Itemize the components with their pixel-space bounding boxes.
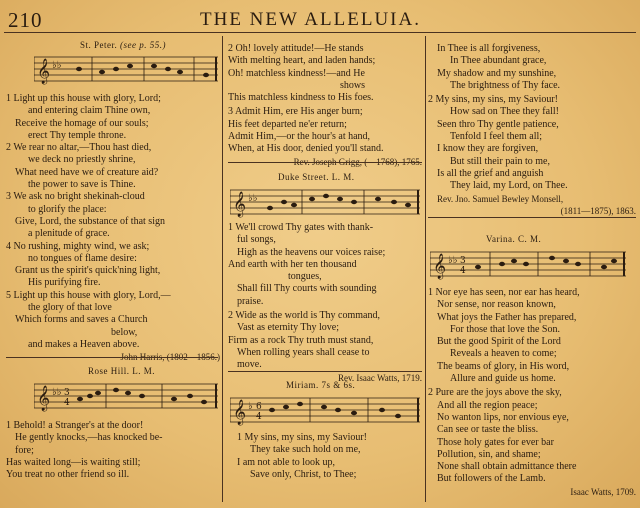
svg-text:♭♭: ♭♭: [52, 60, 62, 71]
svg-text:♭♭: ♭♭: [248, 193, 258, 204]
hymn-separator-3: [228, 371, 422, 372]
svg-text:♭♭: ♭♭: [448, 255, 458, 266]
svg-text:𝄞: 𝄞: [37, 386, 51, 411]
column-divider-1: [222, 36, 223, 502]
page-number: 210: [8, 8, 43, 32]
music-staff-miriam: [230, 394, 420, 426]
hymn-1-verses: 1 Light up this house with glory, Lord; and entering claim Thine own, Receive the homage of our souls; erect Thy temple throne. 2 We rear no altar,—Thou hast died, we deck no priestly shrine, What need have we of creature aid? the power to save is Thine. 3 We ask no bright shekinah-cloud to glorify the place: Give, Lord, the substance of that sign a plenitude of grace. 4 No rushing, mighty wind, we ask; no tongues of flame desire: Grant us the spirit's quick'ning light, His purifying fire. 5 Light up this house with glory, Lord,— the glory of that love Which forms and saves a Church below, and makes a Heaven above. John Harris, (1802—1856.): [6, 93, 220, 363]
hymn-separator-1: [6, 357, 218, 358]
svg-text:4: 4: [256, 412, 262, 422]
svg-text:3: 3: [64, 388, 70, 398]
hymn-separator-4: [428, 217, 636, 218]
svg-text:♭♭: ♭♭: [52, 387, 62, 398]
hymn-separator-2: [228, 162, 422, 163]
tune-name-rose-hill: Rose Hill. L. M.: [88, 366, 156, 376]
music-staff-varina: [430, 248, 626, 280]
header-rule: [4, 32, 636, 33]
tune-name-duke-street: Duke Street. L. M.: [278, 172, 355, 182]
svg-text:♭: ♭: [248, 401, 253, 412]
svg-text:𝄞: 𝄞: [433, 254, 447, 279]
svg-text:𝄞: 𝄞: [233, 192, 247, 217]
page-title: THE NEW ALLELUIA.: [200, 9, 421, 30]
tune-name-st-peter: St. Peter. (see p. 55.): [80, 40, 167, 50]
hymn-2-verses: 1 Behold! a Stranger's at the door! He gently knocks,—has knocked be- fore; Has waited long—is waiting still; You treat no other friend so ill.: [6, 420, 163, 481]
svg-text:6: 6: [256, 402, 262, 412]
svg-text:4: 4: [64, 398, 70, 408]
svg-text:3: 3: [460, 256, 466, 266]
tune-name-miriam: Miriam. 7s & 6s.: [286, 380, 356, 390]
hymn-3-verses: 1 We'll crowd Thy gates with thank- ful songs, High as the heavens our voices raise; And earth with her ten thousand tongues, Shall fill Thy courts with sounding praise. 2 Wide as the world is Thy command, Vast as eternity Thy love; Firm as a rock Thy truth must stand, When rolling years shall cease to move. Rev. Isaac Watts, 1719.: [228, 222, 422, 383]
column-divider-2: [425, 36, 426, 502]
music-staff-st-peter: [34, 53, 218, 85]
music-staff-rose-hill: [34, 380, 218, 412]
hymn-4-verses: 1 My sins, my sins, my Saviour! They take such hold on me, I am not able to look up, Save only, Christ, to Thee;: [237, 432, 368, 480]
svg-text:4: 4: [460, 266, 466, 276]
svg-text:𝄞: 𝄞: [233, 400, 247, 425]
tune-name-varina: Varina. C. M.: [486, 234, 542, 244]
hymn-4-continued: In Thee is all forgiveness, In Thee abundant grace, My shadow and my sunshine, The brightness of Thy face. 2 My sins, my sins, my Saviour! How sad on Thee they fall! Seen thro Thy gentle patience, Tenfold I feel them all; I know they are forgiven, But still their pain to me, Is all the grief and anguish They laid, my Lord, on Thee. Rev. Jno. Samuel Bewley Monsell, (1811—1875), 1863.: [428, 43, 636, 216]
hymn-2-continued: 2 Oh! lovely attitude!—He stands With melting heart, and laden hands; Oh! matchless kindness!—and He shows This matchless kindness to His foes. 3 Admit Him, ere His anger burn; His feet departed ne'er return; Admit Him,—or the hour's at hand, When, at His door, denied you'll stand. Rev. Joseph Grigg, (—1768), 1765.: [228, 43, 422, 167]
svg-text:𝄞: 𝄞: [37, 59, 51, 84]
hymn-5-verses: 1 Nor eye has seen, nor ear has heard, Nor sense, nor reason known, What joys the Father has prepared, For those that love the Son. But the good Spirit of the Lord Reveals a heaven to come; The beams of glory, in His word, Allure and guide us home. 2 Pure are the joys above the sky, And all the region peace; No wanton lips, nor envious eye, Can see or taste the bliss. Those holy gates for ever bar Pollution, sin, and shame; None shall obtain admittance there But followers of the Lamb. Isaac Watts, 1709.: [428, 287, 636, 497]
music-staff-duke-street: [230, 186, 420, 218]
